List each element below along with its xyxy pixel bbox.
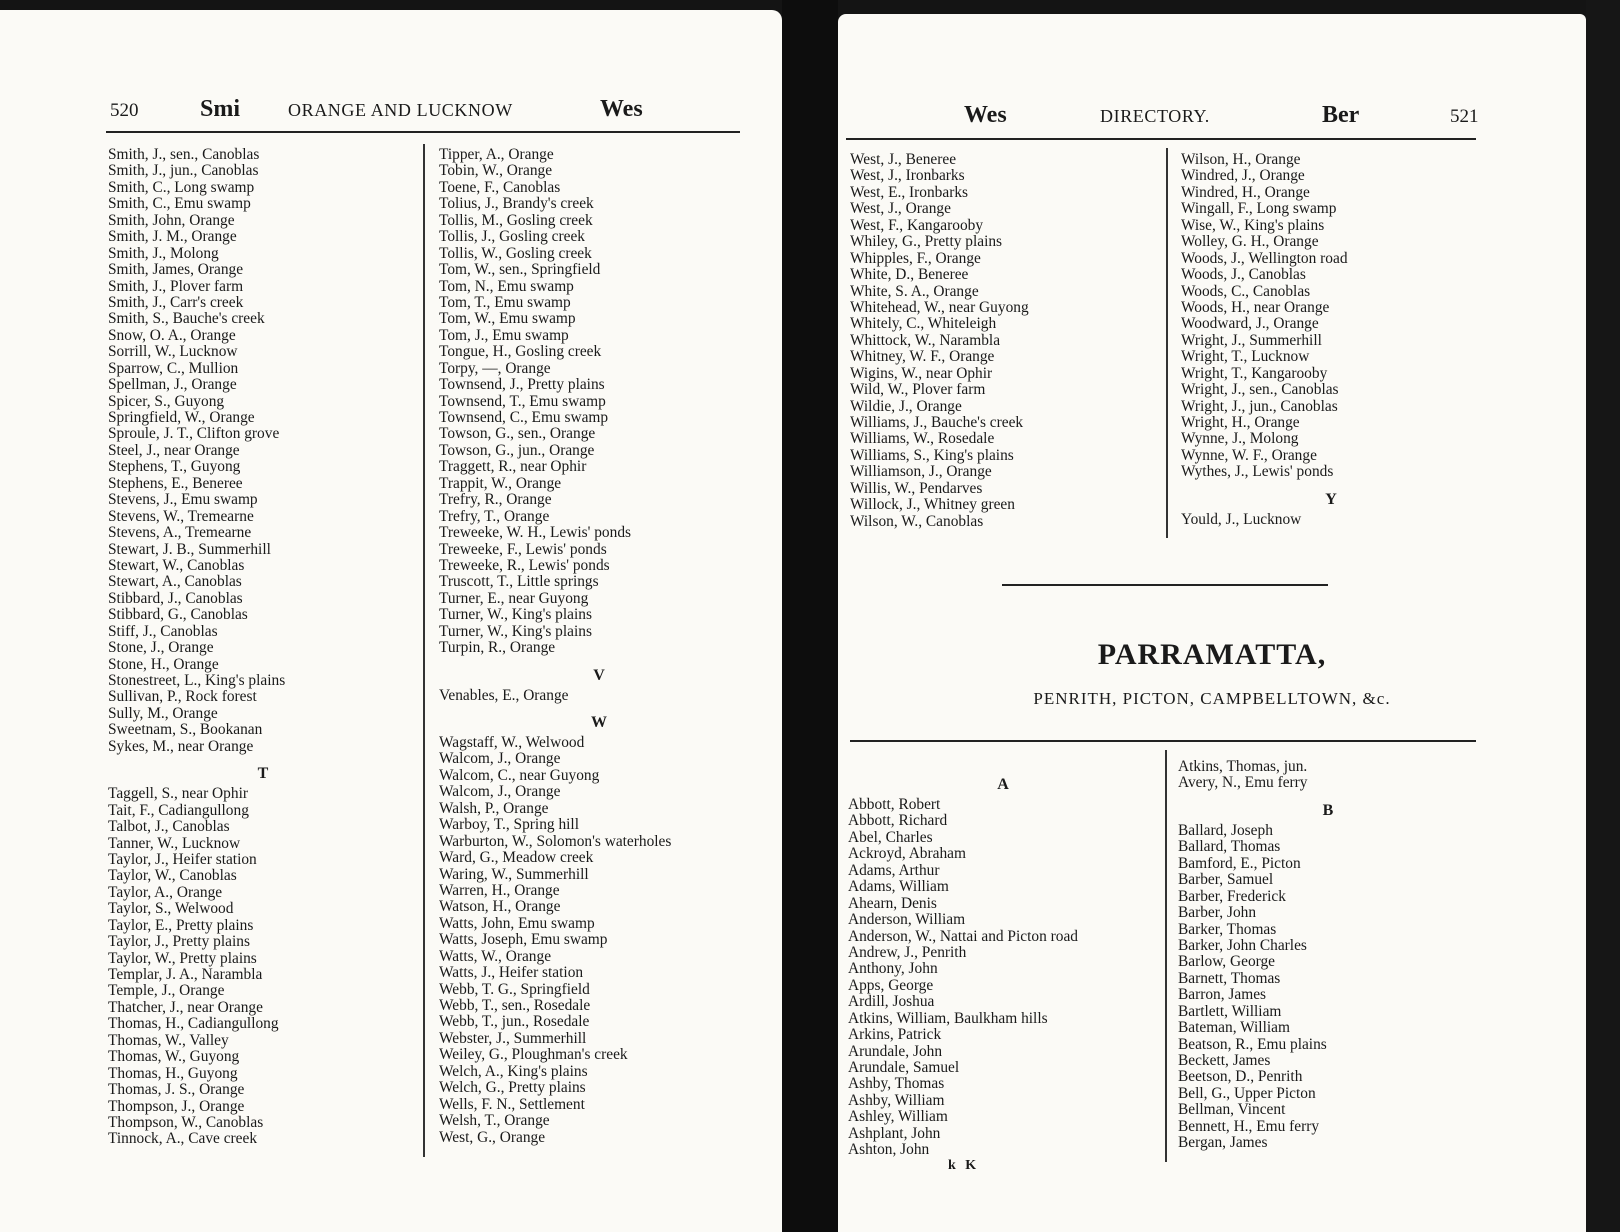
directory-entry: Bell, G., Upper Picton (1178, 1084, 1316, 1102)
directory-entry: Sully, M., Orange (108, 704, 218, 722)
directory-column-2 (1181, 152, 1481, 528)
directory-entry: Taylor, J., Pretty plains (108, 933, 250, 951)
directory-entry: Snow, O. A., Orange (108, 326, 236, 344)
directory-entry: Adams, William (848, 878, 949, 896)
directory-entry: Williamson, J., Orange (850, 463, 992, 481)
directory-entry: Tom, J., Emu swamp (439, 326, 569, 344)
directory-entry: Wythes, J., Lewis' ponds (1181, 463, 1334, 481)
directory-entry: Wright, J., sen., Canoblas (1181, 381, 1339, 399)
directory-entry: Wolley, G. H., Orange (1181, 233, 1319, 251)
directory-entry: Barron, James (1178, 986, 1267, 1004)
directory-entry: Stibbard, G., Canoblas (108, 606, 248, 624)
running-head: ORANGE AND LUCKNOW (288, 100, 513, 120)
directory-entry: White, D., Beneree (850, 266, 969, 284)
directory-entry: Smith, J., Plover farm (108, 277, 244, 295)
header-rule (846, 138, 1476, 140)
section-letter: Y (1325, 490, 1337, 508)
directory-entry: Taylor, A., Orange (108, 883, 223, 901)
directory-entry: Webb, T., jun., Rosedale (439, 1013, 590, 1031)
directory-entry: Wilson, H., Orange (1181, 151, 1301, 168)
catchword-start: Wes (964, 102, 1007, 128)
directory-column-1 (108, 147, 418, 1148)
directory-entry: Atkins, William, Baulkham hills (848, 1009, 1048, 1027)
directory-entry: Wright, J., Summerhill (1181, 331, 1322, 349)
directory-entry: Thompson, W., Canoblas (108, 1113, 264, 1131)
directory-entry: Walcom, J., Orange (439, 783, 561, 801)
directory-entry: Tait, F., Cadiangullong (108, 801, 249, 819)
directory-entry: Wild, W., Plover farm (850, 381, 986, 399)
section-subtitle: PENRITH, PICTON, CAMPBELLTOWN, &c. (1033, 689, 1391, 708)
directory-entry: Warburton, W., Solomon's waterholes (439, 832, 672, 850)
directory-entry: Walsh, P., Orange (439, 799, 549, 817)
directory-entry: Webb, T. G., Springfield (439, 980, 590, 998)
directory-entry: Wright, T., Lucknow (1181, 348, 1310, 366)
directory-entry: Stephens, T., Guyong (108, 458, 241, 476)
directory-entry: Williams, J., Bauche's creek (850, 414, 1024, 431)
directory-column-2 (439, 147, 759, 1146)
directory-entry: Walcom, C., near Guyong (439, 766, 600, 784)
directory-entry: Willock, J., Whitney green (850, 496, 1015, 514)
directory-entry: Toene, F., Canoblas (439, 178, 561, 196)
directory-entry: Barber, Samuel (1178, 871, 1274, 889)
directory-entry: Stevens, W., Tremearne (108, 507, 254, 525)
directory-entry: West, F., Kangarooby (850, 216, 984, 234)
directory-entry: Townsend, C., Emu swamp (439, 409, 609, 426)
directory-entry: Stone, H., Orange (108, 655, 219, 673)
directory-entry: Tipper, A., Orange (439, 146, 554, 163)
directory-entry: Taylor, J., Heifer station (108, 850, 257, 868)
directory-entry: Whittock, W., Narambla (850, 331, 1001, 349)
right-page (838, 14, 1586, 1232)
directory-entry: Whiley, G., Pretty plains (850, 233, 1003, 251)
running-head: DIRECTORY. (1100, 106, 1210, 126)
directory-entry: Tollis, J., Gosling creek (439, 228, 585, 246)
directory-entry: Barnett, Thomas (1178, 969, 1281, 987)
directory-entry: Ashton, John (848, 1141, 930, 1159)
directory-entry: Tongue, H., Gosling creek (439, 343, 602, 361)
directory-entry: Bateman, William (1178, 1019, 1290, 1037)
directory-entry: Taylor, E., Pretty plains (108, 916, 254, 934)
directory-entry: Stewart, W., Canoblas (108, 556, 245, 574)
directory-entry: Wagstaff, W., Welwood (439, 734, 585, 751)
directory-entry: Tolius, J., Brandy's creek (439, 195, 594, 213)
directory-entry: Ballard, Thomas (1178, 838, 1281, 856)
directory-entry: Andrew, J., Penrith (848, 943, 967, 961)
directory-entry: Smith, C., Emu swamp (108, 195, 251, 213)
directory-entry: Wynne, W. F., Orange (1181, 446, 1317, 464)
directory-entry: Townsend, J., Pretty plains (439, 376, 605, 394)
directory-entry: Abbott, Robert (848, 796, 941, 813)
directory-column-3 (848, 766, 1158, 1159)
directory-entry: Temple, J., Orange (108, 982, 225, 1000)
directory-entry: Stonestreet, L., King's plains (108, 672, 286, 689)
directory-entry: Windred, H., Orange (1181, 183, 1310, 201)
header-rule (106, 131, 740, 133)
directory-entry: Anderson, W., Nattai and Picton road (848, 927, 1078, 945)
directory-entry: Turner, W., King's plains (439, 622, 592, 640)
directory-entry: Smith, J., Molong (108, 244, 219, 262)
directory-entry: Arundale, Samuel (848, 1059, 960, 1076)
directory-entry: Tom, W., sen., Springfield (439, 261, 601, 279)
directory-entry: Atkins, Thomas, jun. (1178, 758, 1308, 775)
directory-entry: Barber, Frederick (1178, 887, 1286, 905)
directory-entry: Watts, John, Emu swamp (439, 914, 595, 932)
directory-entry: Watts, Joseph, Emu swamp (439, 931, 608, 949)
directory-entry: Ahearn, Denis (848, 894, 937, 912)
directory-entry: Stone, J., Orange (108, 639, 214, 657)
directory-entry: Wilson, W., Canoblas (850, 512, 984, 530)
directory-entry: Smith, J., sen., Canoblas (108, 146, 260, 163)
directory-entry: Trefry, T., Orange (439, 507, 550, 525)
directory-entry: Treweeke, F., Lewis' ponds (439, 540, 607, 558)
directory-entry: Wright, T., Kangarooby (1181, 364, 1328, 382)
column-divider (1165, 750, 1167, 1162)
directory-entry: Ardill, Joshua (848, 993, 935, 1011)
directory-entry: Woods, C., Canoblas (1181, 282, 1311, 300)
directory-entry: Smith, J., jun., Canoblas (108, 162, 259, 180)
directory-entry: Windred, J., Orange (1181, 167, 1305, 185)
directory-entry: Williams, W., Rosedale (850, 430, 995, 448)
directory-entry: Thompson, J., Orange (108, 1097, 245, 1115)
directory-entry: Wise, W., King's plains (1181, 216, 1325, 234)
directory-entry: Tollis, W., Gosling creek (439, 244, 592, 262)
directory-entry: Trefry, R., Orange (439, 491, 552, 509)
directory-entry: Welch, A., King's plains (439, 1062, 588, 1080)
directory-entry: Smith, C., Long swamp (108, 178, 255, 196)
directory-entry: Barber, John (1178, 904, 1257, 922)
directory-column-4 (1178, 759, 1478, 1152)
directory-entry: Venables, E., Orange (439, 686, 569, 704)
column-divider (423, 144, 425, 1157)
directory-entry: Walcom, J., Orange (439, 750, 561, 768)
directory-entry: Woodward, J., Orange (1181, 315, 1319, 333)
directory-entry: Thomas, W., Valley (108, 1031, 229, 1049)
catchword-start: Smi (200, 96, 241, 122)
directory-entry: Wright, J., jun., Canoblas (1181, 397, 1338, 415)
section-letter: W (591, 714, 607, 731)
directory-entry: West, J., Orange (850, 200, 951, 218)
directory-entry: Welsh, T., Orange (439, 1112, 550, 1130)
directory-entry: Ballard, Joseph (1178, 821, 1273, 839)
directory-entry: Watson, H., Orange (439, 898, 561, 916)
directory-entry: Treweeke, R., Lewis' ponds (439, 556, 610, 574)
catchword-end: Ber (1322, 102, 1360, 128)
directory-entry: Thatcher, J., near Orange (108, 998, 263, 1016)
directory-entry: Webster, J., Summerhill (439, 1029, 587, 1047)
directory-entry: Beetson, D., Penrith (1178, 1068, 1303, 1086)
section-letter: A (997, 776, 1009, 793)
directory-entry: Truscott, T., Little springs (439, 573, 599, 591)
directory-entry: Smith, J., Carr's creek (108, 293, 244, 311)
directory-entry: Ashley, William (848, 1108, 948, 1126)
directory-entry: Stevens, A., Tremearne (108, 524, 252, 542)
directory-entry: Waring, W., Summerhill (439, 865, 589, 883)
section-rule (1002, 584, 1328, 586)
directory-entry: Tobin, W., Orange (439, 162, 553, 180)
directory-entry: Thomas, H., Cadiangullong (108, 1015, 279, 1033)
directory-entry: Templar, J. A., Narambla (108, 966, 263, 983)
directory-entry: Treweeke, W. H., Lewis' ponds (439, 524, 632, 542)
directory-entry: Townsend, T., Emu swamp (439, 392, 606, 410)
directory-entry: Avery, N., Emu ferry (1178, 774, 1308, 792)
directory-entry: Welch, G., Pretty plains (439, 1079, 586, 1097)
page-edge-shadow (1586, 0, 1620, 1232)
directory-entry: Trappit, W., Orange (439, 474, 562, 492)
page-number: 520 (110, 100, 139, 121)
directory-entry: Whitney, W. F., Orange (850, 348, 995, 366)
directory-entry: Watts, W., Orange (439, 947, 552, 965)
directory-entry: Woods, J., Wellington road (1181, 249, 1348, 267)
directory-entry: Tollis, M., Gosling creek (439, 211, 593, 229)
directory-entry: Warboy, T., Spring hill (439, 816, 579, 834)
book-gutter (782, 0, 838, 1232)
directory-entry: Smith, James, Orange (108, 261, 244, 279)
directory-entry: Yould, J., Lucknow (1181, 510, 1302, 528)
directory-entry: Towson, G., sen., Orange (439, 425, 596, 443)
directory-entry: Watts, J., Heifer station (439, 964, 584, 982)
directory-entry: Beckett, James (1178, 1052, 1271, 1069)
directory-entry: Whipples, F., Orange (850, 249, 981, 267)
catchword-end: Wes (600, 96, 643, 122)
directory-entry: Anderson, William (848, 911, 966, 929)
directory-entry: Taylor, S., Welwood (108, 900, 234, 918)
directory-entry: Turner, E., near Guyong (439, 589, 589, 607)
directory-entry: Abbott, Richard (848, 812, 948, 830)
directory-entry: Torpy, —, Orange (439, 359, 551, 377)
directory-entry: Wingall, F., Long swamp (1181, 200, 1337, 218)
directory-entry: Adams, Arthur (848, 861, 940, 879)
directory-entry: Wells, F. N., Settlement (439, 1095, 585, 1113)
directory-entry: Abel, Charles (848, 828, 933, 846)
directory-entry: Sorrill, W., Lucknow (108, 343, 238, 361)
directory-entry: Bartlett, William (1178, 1002, 1282, 1020)
directory-entry: West, G., Orange (439, 1128, 546, 1146)
directory-entry: Tom, N., Emu swamp (439, 277, 574, 295)
directory-entry: Bergan, James (1178, 1134, 1268, 1152)
directory-entry: Stewart, A., Canoblas (108, 573, 242, 591)
directory-entry: Barker, Thomas (1178, 920, 1277, 938)
directory-entry: Towson, G., jun., Orange (439, 441, 595, 459)
directory-entry: Stiff, J., Canoblas (108, 622, 218, 640)
directory-entry: Wigins, W., near Ophir (850, 364, 993, 382)
page-number: 521 (1450, 106, 1479, 127)
directory-entry: White, S. A., Orange (850, 282, 979, 300)
section-letter: T (257, 765, 269, 783)
directory-entry: Beatson, R., Emu plains (1178, 1035, 1327, 1053)
directory-entry: Smith, S., Bauche's creek (108, 310, 265, 328)
directory-entry: Whitehead, W., near Guyong (850, 298, 1029, 316)
directory-entry: Taggell, S., near Ophir (108, 785, 248, 803)
directory-entry: Sullivan, P., Rock forest (108, 688, 257, 706)
directory-entry: Bennett, H., Emu ferry (1178, 1117, 1320, 1135)
directory-entry: Apps, George (848, 976, 934, 994)
directory-entry: Tinnock, A., Cave creek (108, 1130, 258, 1148)
directory-entry: Tanner, W., Lucknow (108, 834, 241, 852)
directory-entry: Wright, H., Orange (1181, 414, 1300, 431)
directory-entry: Tom, T., Emu swamp (439, 293, 571, 311)
directory-entry: Tom, W., Emu swamp (439, 310, 576, 328)
directory-entry: Woods, J., Canoblas (1181, 266, 1306, 284)
directory-entry: Whitely, C., Whiteleigh (850, 315, 997, 333)
directory-entry: Spellman, J., Orange (108, 376, 237, 394)
directory-entry: Arkins, Patrick (848, 1026, 942, 1044)
directory-entry: Stewart, J. B., Summerhill (108, 540, 271, 558)
directory-entry: Taylor, W., Canoblas (108, 867, 237, 885)
directory-entry: Warren, H., Orange (439, 881, 560, 899)
directory-entry: Stephens, E., Beneree (108, 474, 243, 492)
section-header-rule (850, 740, 1476, 742)
directory-entry: West, J., Ironbarks (850, 167, 965, 185)
directory-entry: Woods, H., near Orange (1181, 298, 1330, 316)
directory-entry: West, E., Ironbarks (850, 183, 969, 201)
directory-entry: Turpin, R., Orange (439, 639, 556, 657)
directory-entry: Taylor, W., Pretty plains (108, 949, 257, 967)
directory-entry: Sykes, M., near Orange (108, 737, 254, 755)
column-divider (1166, 148, 1168, 538)
directory-entry: Barlow, George (1178, 953, 1276, 971)
left-page (0, 10, 782, 1232)
directory-entry: Springfield, W., Orange (108, 409, 255, 426)
directory-entry: Thomas, W., Guyong (108, 1048, 240, 1066)
directory-entry: Thomas, J. S., Orange (108, 1081, 245, 1099)
directory-entry: Smith, John, Orange (108, 211, 235, 229)
section-title: PARRAMATTA, (1097, 638, 1327, 671)
directory-entry: Thomas, H., Guyong (108, 1064, 238, 1082)
directory-entry: Stevens, J., Emu swamp (108, 491, 258, 509)
directory-entry: Ashby, Thomas (848, 1075, 945, 1093)
directory-entry: Wildie, J., Orange (850, 397, 962, 415)
directory-entry: Smith, J. M., Orange (108, 228, 237, 246)
directory-entry: Sweetnam, S., Bookanan (108, 721, 263, 739)
directory-entry: Webb, T., sen., Rosedale (439, 997, 591, 1014)
section-letter: B (1322, 801, 1334, 819)
directory-entry: Arundale, John (848, 1042, 943, 1060)
directory-entry: Bamford, E., Picton (1178, 854, 1301, 872)
directory-entry: Traggett, R., near Ophir (439, 458, 587, 476)
directory-entry: Weiley, G., Ploughman's creek (439, 1046, 628, 1064)
directory-entry: Bellman, Vincent (1178, 1101, 1286, 1119)
directory-column-1 (850, 152, 1160, 530)
directory-entry: Sproule, J. T., Clifton grove (108, 425, 280, 443)
directory-entry: Stibbard, J., Canoblas (108, 589, 243, 607)
section-letter: V (593, 666, 605, 684)
directory-entry: Anthony, John (848, 960, 938, 978)
directory-entry: Williams, S., King's plains (850, 446, 1014, 464)
directory-entry: Turner, W., King's plains (439, 606, 592, 624)
directory-entry: Sparrow, C., Mullion (108, 359, 239, 377)
signature-mark: k K (948, 1158, 980, 1173)
directory-entry: Ackroyd, Abraham (848, 845, 966, 863)
directory-entry: Steel, J., near Orange (108, 441, 240, 459)
directory-entry: Ward, G., Meadow creek (439, 849, 594, 867)
directory-entry: Willis, W., Pendarves (850, 479, 983, 497)
directory-entry: Ashby, William (848, 1091, 945, 1109)
directory-entry: West, J., Beneree (850, 151, 957, 168)
directory-entry: Talbot, J., Canoblas (108, 818, 230, 836)
directory-entry: Spicer, S., Guyong (108, 392, 225, 410)
directory-entry: Ashplant, John (848, 1124, 941, 1142)
directory-entry: Barker, John Charles (1178, 936, 1307, 954)
directory-entry: Wynne, J., Molong (1181, 430, 1299, 448)
